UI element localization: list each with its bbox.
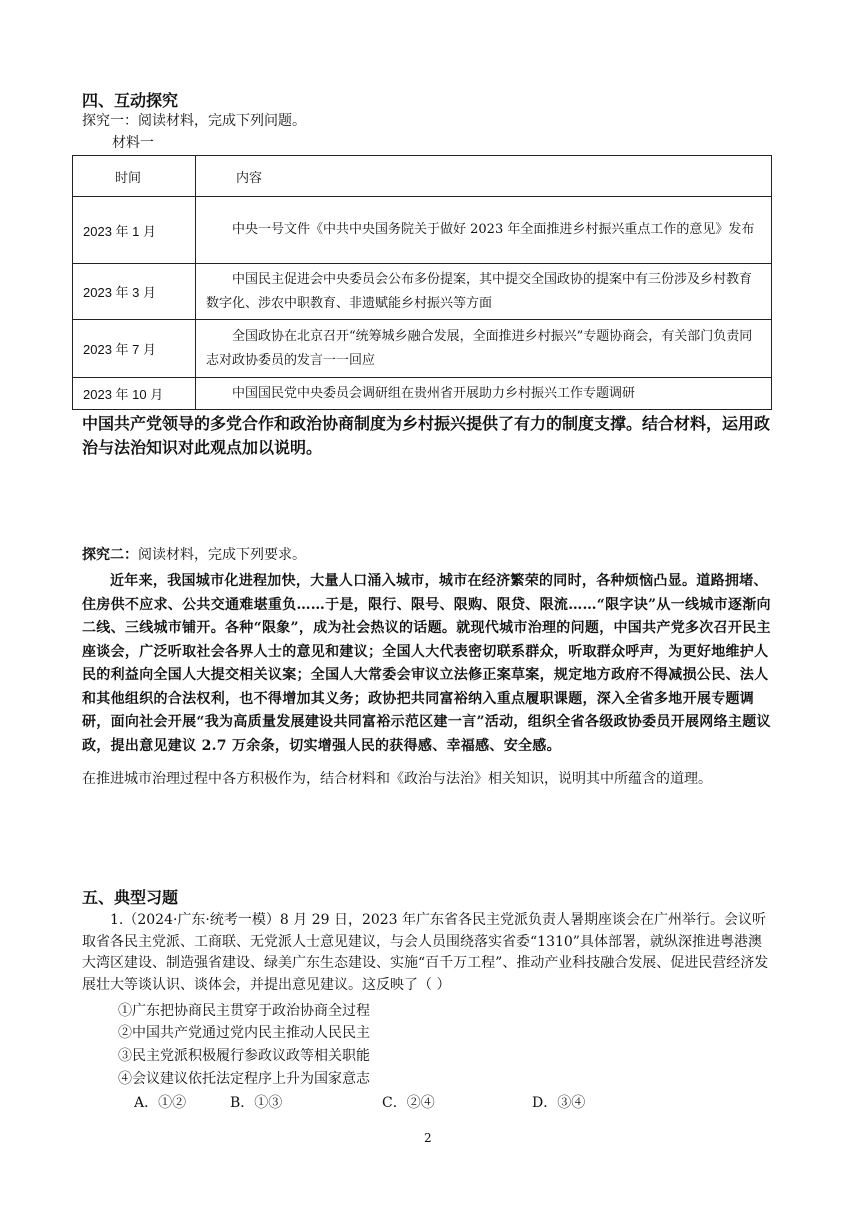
section-4-title: 四、互动探究 xyxy=(82,91,179,110)
section-5-title: 五、典型习题 xyxy=(82,888,179,907)
row-time: 2023 年 7 月 xyxy=(73,320,196,378)
inquiry-2-label: 探究二： xyxy=(82,547,138,563)
header-time: 时间 xyxy=(73,156,196,197)
statement-1: ①广东把协商民主贯穿于政治协商全过程 xyxy=(118,1003,370,1019)
table-row xyxy=(73,320,772,378)
inquiry-2-intro-text: 阅读材料，完成下列要求。 xyxy=(138,547,306,563)
choice-b[interactable]: B．①③ xyxy=(230,1095,283,1111)
statement-3: ③民主党派积极履行参政议政等相关职能 xyxy=(118,1048,370,1064)
table-row xyxy=(73,197,772,264)
row-content: 中国民主促进会中央委员会公布多份提案，其中提交全国政协的提案中有三份涉及乡村教育数字化、涉农中职教育、非遗赋能乡村振兴等方面 xyxy=(196,264,772,320)
row-time: 2023 年 3 月 xyxy=(73,264,196,320)
header-content: 内容 xyxy=(196,156,772,197)
row-content: 中央一号文件《中共中央国务院关于做好 2023 年全面推进乡村振兴重点工作的意见》发布 xyxy=(196,197,772,264)
statement-4: ④会议建议依托法定程序上升为国家意志 xyxy=(118,1071,370,1087)
choice-d[interactable]: D．③④ xyxy=(532,1095,586,1111)
inquiry-2-paragraph: 近年来，我国城市化进程加快，大量人口涌入城市，城市在经济繁荣的同时，各种烦恼凸显。道路拥堵、住房供不应求、公共交通难堪重负……于是，限行、限号、限购、限贷、限流……“限字诀”从一线城市逐渐向二线、三线城市铺开。各种“限象”，成为社会热议的话题。就现代城市治理的问题，中国共产党多次召开民主座谈会，广泛听取社会各界人士的意见和建议；全国人大代表密切联系群众，听取群众呼声，为更好地维护人民的利益向全国人大提交相关议案；全国人大常委会审议立法修正案草案，规定地方政府不得减损公民、法人和其他组织的合法权利，也不得增加其义务；政协把共同富裕纳入重点履职课题，深入全省多地开展专题调研，面向社会开展“我为高质量发展建设共同富裕示范区建一言”活动，组织全省各级政协委员开展网络主题议政，提出意见建议 2.7 万余条，切实增强人民的获得感、幸福感、安全感。 xyxy=(82,573,771,754)
inquiry-1-intro: 探究一：阅读材料，完成下列问题。 xyxy=(82,113,306,129)
row-content: 中国国民党中央委员会调研组在贵州省开展助力乡村振兴工作专题调研 xyxy=(196,378,772,410)
table-row xyxy=(73,264,772,320)
question-2: 在推进城市治理过程中各方积极作为，结合材料和《政治与法治》相关知识，说明其中所蕴含的道理。 xyxy=(82,771,712,787)
question-1-stem: 1.（2024·广东·统考一模）8 月 29 日，2023 年广东省各民主党派负责人暑期座谈会在广州举行。会议听取省各民主党派、工商联、无党派人士意见建议，与会人员围绕落实省委“1310”具体部署，就纵深推进粤港澳大湾区建设、制造强省建设、绿美广东生态建设、实施“百千万工程”、推动产业科技融合发展、促进民营经济发展壮大等谈认识、谈体会，并提出意见建议。这反映了（ ） xyxy=(82,912,769,993)
row-time: 2023 年 10 月 xyxy=(73,378,196,410)
page-number: 2 xyxy=(424,1131,432,1145)
material-1-label: 材料一 xyxy=(112,135,154,151)
inquiry-2-intro xyxy=(82,544,306,566)
table-header-row xyxy=(73,156,772,197)
statement-2: ②中国共产党通过党内民主推动人民民主 xyxy=(118,1025,370,1041)
choice-a[interactable]: A．①② xyxy=(134,1095,187,1111)
row-time: 2023 年 1 月 xyxy=(73,197,196,264)
question-1: 中国共产党领导的多党合作和政治协商制度为乡村振兴提供了有力的制度支撑。结合材料，运用政治与法治知识对此观点加以说明。 xyxy=(82,414,771,457)
row-content: 全国政协在北京召开“统筹城乡融合发展，全面推进乡村振兴”专题协商会，有关部门负责同志对政协委员的发言一一回应 xyxy=(196,320,772,378)
choice-c[interactable]: C．②④ xyxy=(382,1095,435,1111)
table-row xyxy=(73,378,772,410)
material-1-table xyxy=(72,155,772,410)
